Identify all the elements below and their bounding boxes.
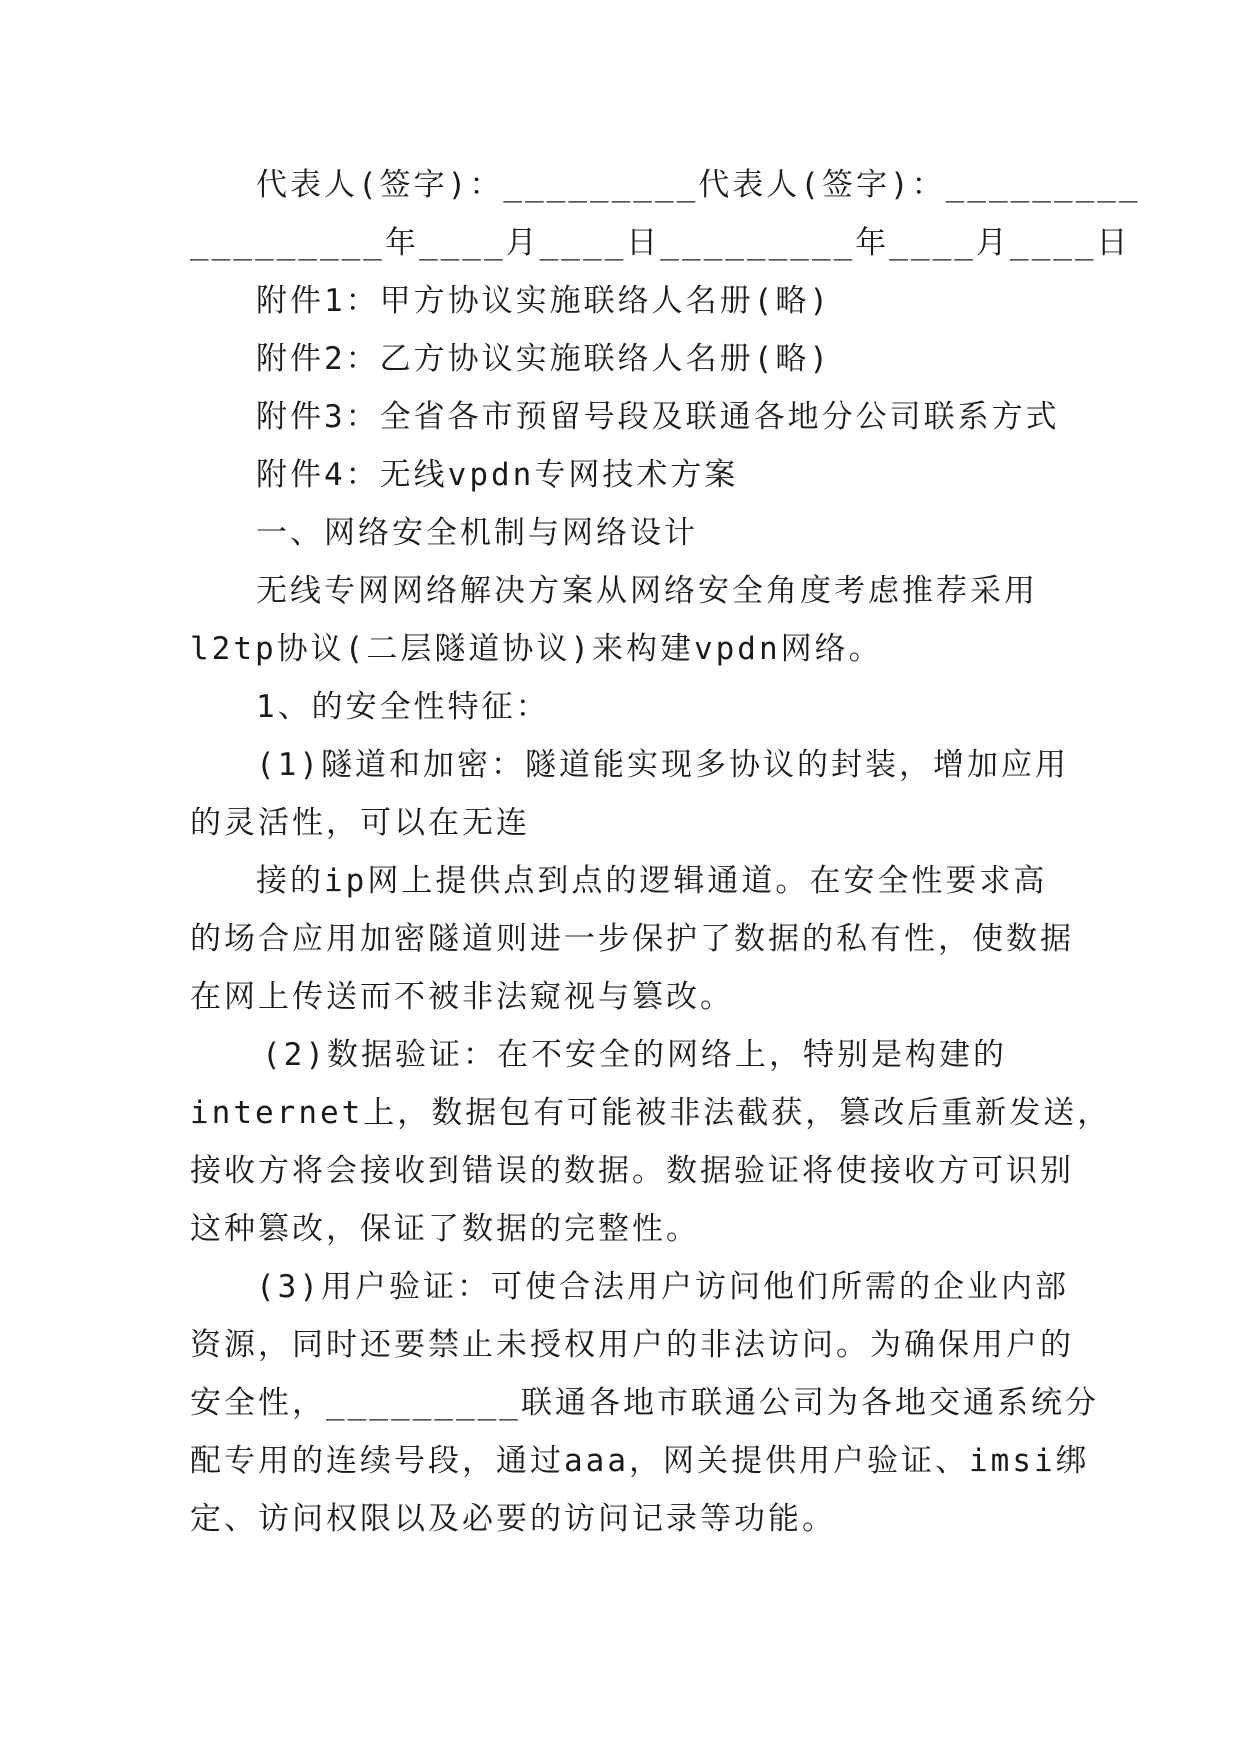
paragraph-line: 安全性，_________联通各地市联通公司为各地交通系统分 [190, 1385, 1099, 1421]
paragraph-line: (3)用户验证：可使合法用户访问他们所需的企业内部 [256, 1269, 1069, 1305]
paragraph-line: 配专用的连续号段，通过aaa，网关提供用户验证、imsi绑 [190, 1443, 1090, 1479]
attachment-2: 附件2：乙方协议实施联络人名册(略) [256, 341, 831, 377]
attachment-4: 附件4：无线vpdn专网技术方案 [256, 457, 739, 493]
attachment-3: 附件3：全省各市预留号段及联通各地分公司联系方式 [256, 399, 1060, 435]
paragraph-line: (2)数据验证：在不安全的网络上，特别是构建的 [262, 1037, 1007, 1073]
attachment-1: 附件1：甲方协议实施联络人名册(略) [256, 283, 831, 319]
paragraph-line: 无线专网网络解决方案从网络安全角度考虑推荐采用 [256, 573, 1038, 609]
paragraph-line: (1)隧道和加密：隧道能实现多协议的封装，增加应用 [256, 747, 1069, 783]
paragraph-line: 这种篡改，保证了数据的完整性。 [190, 1211, 700, 1247]
paragraph-line: 资源，同时还要禁止未授权用户的非法访问。为确保用户的 [190, 1327, 1074, 1363]
paragraph-line: l2tp协议(二层隧道协议)来构建vpdn网络。 [190, 631, 883, 667]
signature-line: 代表人(签字)：_________代表人(签字)：_________ [256, 167, 1141, 203]
section-heading: 一、网络安全机制与网络设计 [256, 515, 698, 551]
paragraph-line: 接收方将会接收到错误的数据。数据验证将使接收方可识别 [190, 1153, 1074, 1189]
document-body [190, 156, 1141, 1548]
date-line: _________年____月____日_________年____月____日 [190, 225, 1131, 261]
paragraph-line: 定、访问权限以及必要的访问记录等功能。 [190, 1501, 836, 1537]
subsection-heading: 1、的安全性特征： [256, 689, 550, 725]
paragraph-line: 接的ip网上提供点到点的逻辑通道。在安全性要求高 [256, 863, 1048, 899]
paragraph-line: 在网上传送而不被非法窥视与篡改。 [190, 979, 734, 1015]
paragraph-line: 的场合应用加密隧道则进一步保护了数据的私有性，使数据 [190, 921, 1074, 957]
paragraph-line: internet上，数据包有可能被非法截获，篡改后重新发送， [190, 1095, 1112, 1131]
paragraph-line: 的灵活性，可以在无连 [190, 805, 530, 841]
